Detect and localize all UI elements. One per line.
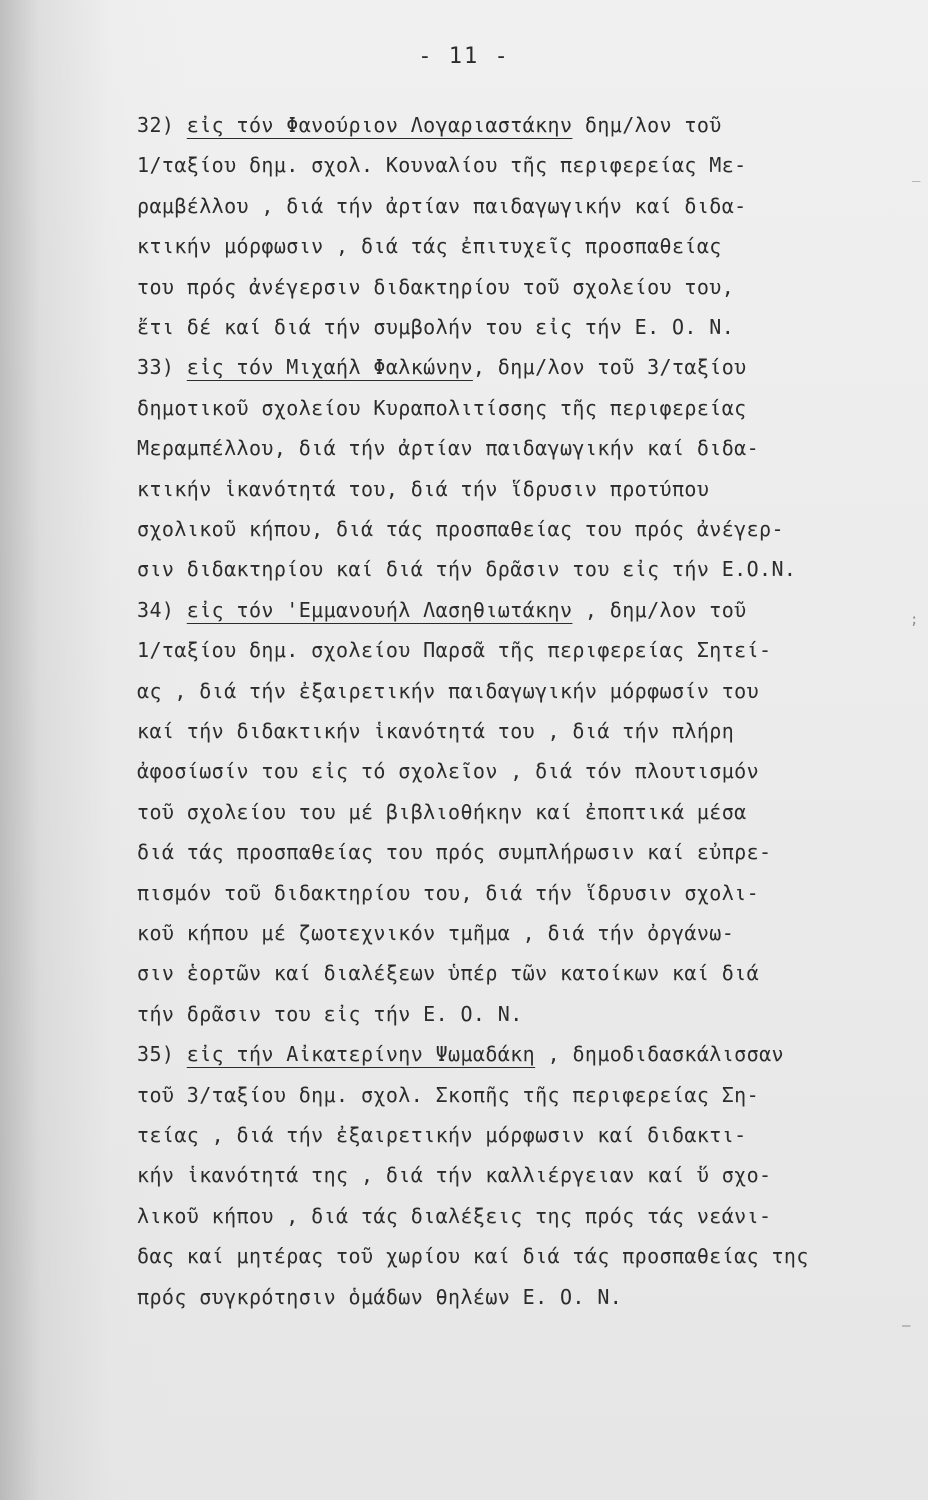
line-text: κτικήν μόρφωσιν , διά τάς ἐπιτυχεῖς προσπαθείας xyxy=(137,234,722,259)
text-line xyxy=(137,312,897,342)
text-line xyxy=(137,837,897,867)
text-line xyxy=(137,1241,897,1271)
line-text: δας καί μητέρας τοῦ χωρίου καί διά τάς προσπαθείας της xyxy=(137,1244,809,1269)
line-text: τοῦ 3/ταξίου δημ. σχολ. Σκοπῆς τῆς περιφερείας Ση- xyxy=(137,1082,760,1107)
text-line xyxy=(137,1201,897,1231)
text-line xyxy=(137,756,897,786)
text-line xyxy=(137,1080,897,1110)
text-line xyxy=(137,393,897,423)
underlined-name: εἰς τόν 'Εμμανουήλ Λασηθιωτάκην xyxy=(186,597,573,622)
line-text: Μεραμπέλλου, διά τήν ἀρτίαν παιδαγωγικήν καί διδα- xyxy=(137,436,760,461)
text-line xyxy=(137,231,897,261)
line-text-tail: δημ/λον τοῦ xyxy=(572,113,722,137)
line-text: διά τάς προσπαθείας του πρός συμπλήρωσιν καί εὐπρε- xyxy=(137,840,772,865)
text-line xyxy=(137,150,897,180)
margin-mark: ; xyxy=(910,612,919,628)
text-line xyxy=(137,958,897,988)
text-line xyxy=(137,595,897,625)
margin-mark: ‾ xyxy=(912,180,921,196)
line-text: τείας , διά τήν ἐξαιρετικήν μόρφωσιν καί διδακτι- xyxy=(137,1123,747,1147)
line-text: τοῦ σχολείου του μέ βιβλιοθήκην καί ἐποπτικά μέσα xyxy=(137,799,747,824)
text-line xyxy=(137,110,897,140)
text-line xyxy=(137,191,897,221)
line-text: πρός συγκρότησιν ὁμάδων θηλέων Ε. Ο. Ν. xyxy=(137,1284,623,1309)
text-line xyxy=(137,433,897,463)
text-line xyxy=(137,272,897,302)
text-line xyxy=(137,918,897,948)
line-text: ας , διά τήν ἐξαιρετικήν παιδαγωγικήν μόρφωσίν του xyxy=(137,678,760,703)
margin-mark: — xyxy=(902,1318,911,1334)
page-number: - 11 - xyxy=(418,44,510,69)
line-text: κοῦ κήπου μέ ζωοτεχνικόν τμῆμα , διά τήν ὀργάνω- xyxy=(137,921,735,945)
line-text: ἀφοσίωσίν του εἰς τό σχολεῖον , διά τόν πλουτισμόν xyxy=(137,759,760,784)
underlined-name: εἰς τόν Φανούριον Λογαριαστάκην xyxy=(186,113,573,137)
text-line xyxy=(137,1120,897,1150)
text-line xyxy=(137,1039,897,1069)
line-text: ραμβέλλου , διά τήν ἀρτίαν παιδαγωγικήν καί διδα- xyxy=(137,193,747,218)
text-line xyxy=(137,797,897,827)
line-text: του πρός ἀνέγερσιν διδακτηρίου τοῦ σχολείου του, xyxy=(137,274,735,299)
underlined-name: εἰς τόν Μιχαήλ Φαλκώνην xyxy=(186,355,473,380)
underlined-name: εἰς τήν Αἰκατερίνην Ψωμαδάκη xyxy=(186,1042,536,1067)
line-text: 35) xyxy=(137,1042,187,1067)
line-text: σιν διδακτηρίου καί διά τήν δρᾶσιν του εἰς τήν Ε.Ο.Ν. xyxy=(137,557,797,582)
line-text: κήν ἱκανότητά της , διά τήν καλλιέργειαν καί ὕ σχο- xyxy=(137,1163,772,1188)
text-line xyxy=(137,676,897,706)
text-line xyxy=(137,1282,897,1312)
line-text-tail: , δημοδιδασκάλισσαν xyxy=(535,1042,784,1067)
line-text: κτικήν ἱκανότητά του, διά τήν ἵδρυσιν προτύπου xyxy=(137,476,710,501)
line-text: 1/ταξίου δημ. σχολ. Κουναλίου τῆς περιφερείας Με- xyxy=(137,153,747,178)
line-text: τήν δρᾶσιν του εἰς τήν Ε. Ο. Ν. xyxy=(137,1001,523,1026)
line-text-tail: , δημ/λον τοῦ 3/ταξίου xyxy=(472,355,747,380)
text-line xyxy=(137,635,897,665)
line-text: πισμόν τοῦ διδακτηρίου του, διά τήν ἵδρυσιν σχολι- xyxy=(137,880,760,905)
line-text: σιν ἑορτῶν καί διαλέξεων ὑπέρ τῶν κατοίκων καί διά xyxy=(137,961,760,986)
text-line xyxy=(137,716,897,746)
line-text: δημοτικοῦ σχολείου Κυραπολιτίσσης τῆς περιφερείας xyxy=(137,395,747,420)
text-line xyxy=(137,514,897,544)
line-text: λικοῦ κήπου , διά τάς διαλέξεις της πρός τάς νεάνι- xyxy=(137,1203,772,1228)
line-text-tail: , δημ/λον τοῦ xyxy=(572,597,747,622)
line-text: 34) xyxy=(137,597,187,622)
line-text: καί τήν διδακτικήν ἱκανότητά του , διά τήν πλήρη xyxy=(137,719,735,743)
line-text: ἔτι δέ καί διά τήν συμβολήν του εἰς τήν Ε. Ο. Ν. xyxy=(137,315,735,339)
text-line xyxy=(137,999,897,1029)
line-text: 33) xyxy=(137,355,187,380)
line-text: 1/ταξίου δημ. σχολείου Παρσᾶ τῆς περιφερείας Σητεί- xyxy=(137,638,772,663)
text-line xyxy=(137,474,897,504)
text-line xyxy=(137,554,897,584)
line-text: σχολικοῦ κήπου, διά τάς προσπαθείας του πρός ἀνέγερ- xyxy=(137,517,784,541)
text-line xyxy=(137,878,897,908)
text-line xyxy=(137,1160,897,1190)
text-line xyxy=(137,352,897,382)
line-text: 32) xyxy=(137,113,187,137)
